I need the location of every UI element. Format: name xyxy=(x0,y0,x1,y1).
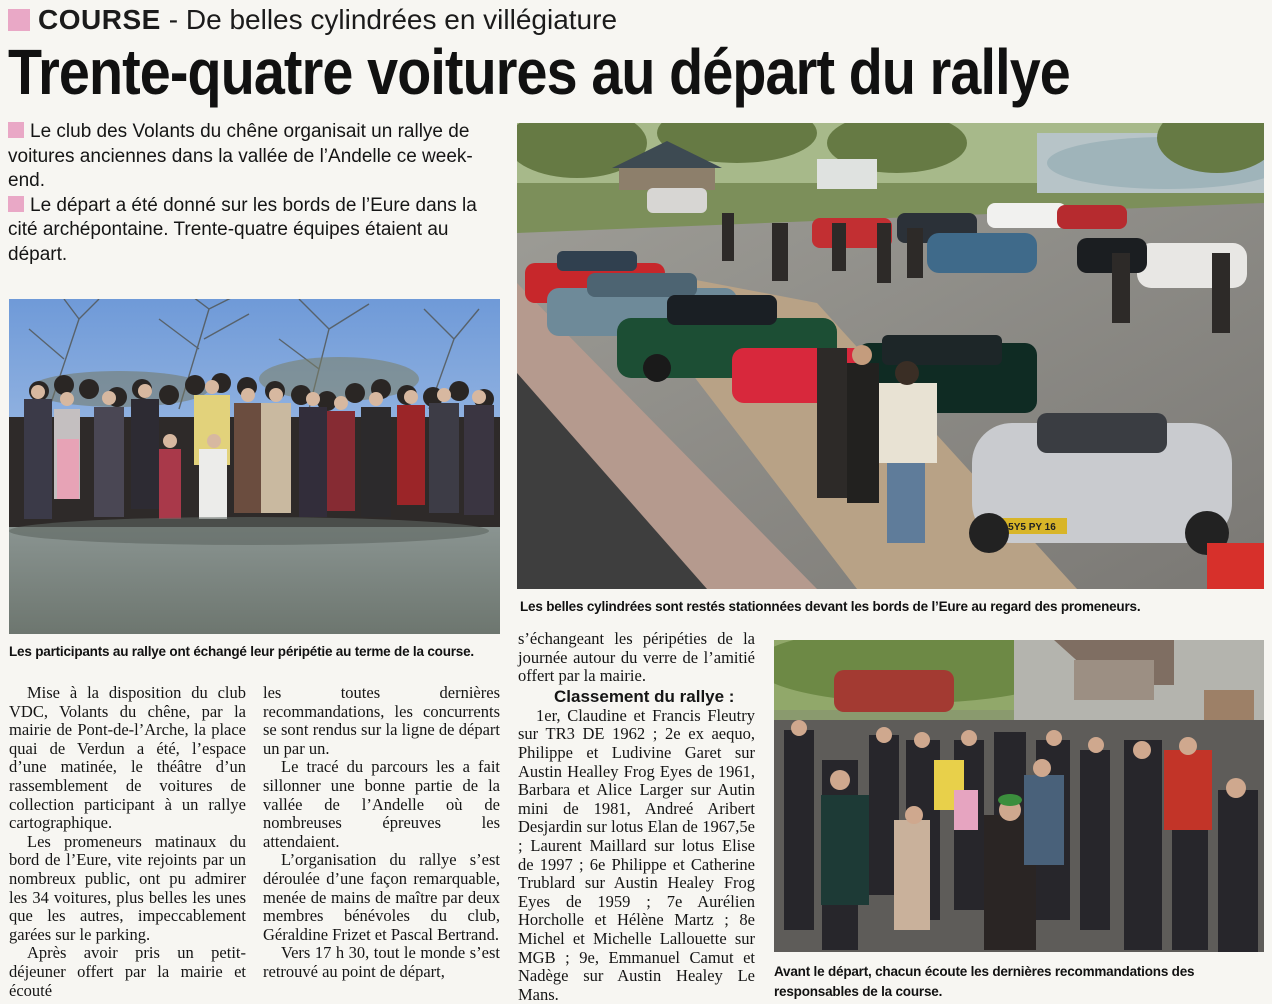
body-paragraph: Le tracé du parcours les a fait sillonner une bonne partie de la vallée de l’Andelle où de nombreuses épreuves les attendaient. xyxy=(263,757,500,851)
group-photo xyxy=(9,299,500,634)
lead-text: Le départ a été donné sur les bords de l’Eure dans la cité archépontaine. Trente-quatre équipes étaient au départ. xyxy=(8,194,477,265)
article-headline: Trente-quatre voitures au départ du rallye xyxy=(8,36,1070,108)
body-paragraph: Les promeneurs matinaux du bord de l’Eure, vite rejoints par un nombreux public, ont pu admirer les 34 voitures, plus belles les unes que les autres, impeccablement garées sur le parking. xyxy=(9,831,246,944)
section-subtitle: - De belles cylindrées en villégiature xyxy=(168,4,618,35)
ranking-list: 1er, Claudine et Francis Fleutry sur TR3 DE 1962 ; 2e ex aequo, Philippe et Ludivine Garet sur Austin Healley Frog Eyes de 1961, Barbara et Alice Larger sur Autin mini de 1981, Andreé Aribert Desjardin sur lotus Elan de 1967,5e ; Laurent Maillard sur lotus Elise de 1997 ; 6e Philippe et Catherine Trublard sur Austin Healey Frog Eyes de 1959 ; 7e Aurélien Horcholle et Hélène Martz ; 8e Michel et Michelle Lallouette sur MGB ; 9e, Emmanuel Camut et Nadège sur Austin Healey Le Mans. xyxy=(518,705,755,1004)
cars-photo-caption: Les belles cylindrées sont restés stationnées devant les bords de l’Eure au regard des promeneurs. xyxy=(520,599,1141,614)
bullet-square-icon xyxy=(8,122,24,138)
bullet-square-icon xyxy=(8,196,24,212)
license-plate: 5Y5 PY 16 xyxy=(1008,522,1056,533)
cars-photo xyxy=(517,123,1264,589)
body-paragraph: Vers 17 h 30, tout le monde s’est retrouvé au point de départ, xyxy=(263,943,500,981)
ranking-title: Classement du rallye : xyxy=(554,686,735,706)
bullet-square-icon xyxy=(8,9,30,31)
group-photo-caption: Les participants au rallye ont échangé leur péripétie au terme de la course. xyxy=(9,644,474,659)
body-paragraph: s’échangeant les péripéties de la journée autour du verre de l’amitié offert par la mairie. xyxy=(518,629,755,686)
body-column-1 xyxy=(9,684,246,1000)
section-kicker xyxy=(8,4,617,36)
briefing-photo-caption: Avant le départ, chacun écoute les dernières recommandations des responsables de la course. xyxy=(774,964,1195,999)
body-paragraph: L’organisation du rallye s’est déroulée d’une façon remarquable, menée de mains de maître par deux membres bénévoles du club, Géraldine Frizet et Pascal Bertrand. xyxy=(263,850,500,944)
body-column-2 xyxy=(263,684,500,982)
lead-paragraph xyxy=(8,194,493,268)
lead-text: Le club des Volants du chêne organisait un rallye de voitures anciennes dans la vallée de l’Andelle ce week-end. xyxy=(8,121,473,191)
body-paragraph: Après avoir pris un petit-déjeuner offert par la mairie et écouté xyxy=(9,943,246,1000)
body-paragraph: Mise à la disposition du club VDC, Volants du chêne, par la mairie de Pont-de-l’Arche, la place quai de Verdun a été, l’espace d’une matinée, le théâtre d’un rassemblement de voitures de collection participant à un rallye cartographique. xyxy=(9,683,246,833)
body-column-3 xyxy=(518,630,755,1004)
briefing-photo xyxy=(774,640,1264,952)
section-label: COURSE xyxy=(38,4,161,35)
article-lead xyxy=(8,120,493,267)
lead-paragraph xyxy=(8,120,493,194)
body-paragraph: les toutes dernières recommandations, les concurrents se sont rendus sur la ligne de départ un par un. xyxy=(263,683,500,758)
